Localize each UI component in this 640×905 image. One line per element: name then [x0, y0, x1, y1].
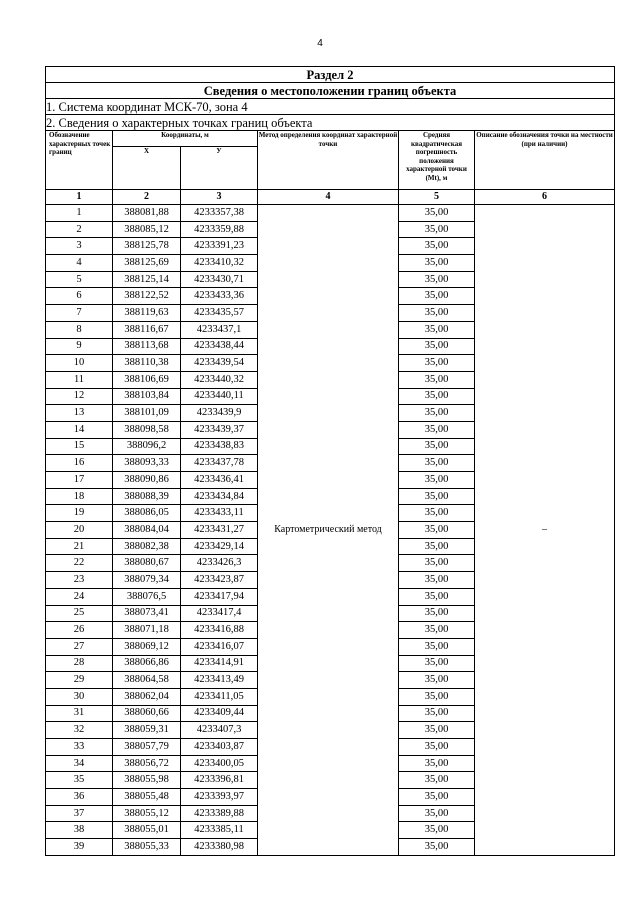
- point-number-cell: 4: [46, 255, 113, 272]
- y-coordinate-cell: 4233430,71: [181, 271, 258, 288]
- x-coordinate-cell: 388064,58: [113, 672, 181, 689]
- point-number-cell: 22: [46, 555, 113, 572]
- x-coordinate-cell: 388062,04: [113, 688, 181, 705]
- y-coordinate-cell: 4233433,11: [181, 505, 258, 522]
- point-number-cell: 38: [46, 822, 113, 839]
- point-number-cell: 6: [46, 288, 113, 305]
- y-coordinate-cell: 4233437,1: [181, 321, 258, 338]
- header-x: Х: [113, 147, 181, 190]
- y-coordinate-cell: 4233431,27: [181, 522, 258, 539]
- point-number-cell: 15: [46, 438, 113, 455]
- error-cell: 35,00: [399, 488, 475, 505]
- error-cell: 35,00: [399, 371, 475, 388]
- y-coordinate-cell: 4233357,38: [181, 205, 258, 222]
- x-coordinate-cell: 388055,33: [113, 839, 181, 856]
- error-cell: 35,00: [399, 321, 475, 338]
- y-coordinate-cell: 4233436,41: [181, 472, 258, 489]
- x-coordinate-cell: 388096,2: [113, 438, 181, 455]
- point-number-cell: 23: [46, 572, 113, 589]
- error-cell: 35,00: [399, 755, 475, 772]
- error-cell: 35,00: [399, 405, 475, 422]
- x-coordinate-cell: 388066,86: [113, 655, 181, 672]
- error-cell: 35,00: [399, 655, 475, 672]
- error-cell: 35,00: [399, 572, 475, 589]
- table-row: [46, 205, 615, 222]
- y-coordinate-cell: 4233440,11: [181, 388, 258, 405]
- point-number-cell: 24: [46, 588, 113, 605]
- error-cell: 35,00: [399, 271, 475, 288]
- error-cell: 35,00: [399, 588, 475, 605]
- x-coordinate-cell: 388093,33: [113, 455, 181, 472]
- point-number-cell: 17: [46, 472, 113, 489]
- y-coordinate-cell: 4233423,87: [181, 572, 258, 589]
- point-number-cell: 20: [46, 522, 113, 539]
- y-coordinate-cell: 4233380,98: [181, 839, 258, 856]
- x-coordinate-cell: 388101,09: [113, 405, 181, 422]
- boundary-points-heading: 2. Сведения о характерных точках границ объекта: [46, 115, 615, 131]
- error-cell: 35,00: [399, 555, 475, 572]
- error-cell: 35,00: [399, 789, 475, 806]
- error-cell: 35,00: [399, 288, 475, 305]
- column-number: 6: [475, 190, 615, 205]
- x-coordinate-cell: 388071,18: [113, 622, 181, 639]
- x-coordinate-cell: 388125,69: [113, 255, 181, 272]
- error-cell: 35,00: [399, 388, 475, 405]
- point-number-cell: 18: [46, 488, 113, 505]
- error-cell: 35,00: [399, 205, 475, 222]
- x-coordinate-cell: 388122,52: [113, 288, 181, 305]
- y-coordinate-cell: 4233407,3: [181, 722, 258, 739]
- y-coordinate-cell: 4233440,32: [181, 371, 258, 388]
- error-cell: 35,00: [399, 438, 475, 455]
- x-coordinate-cell: 388125,78: [113, 238, 181, 255]
- error-cell: 35,00: [399, 305, 475, 322]
- point-number-cell: 34: [46, 755, 113, 772]
- point-number-cell: 35: [46, 772, 113, 789]
- error-cell: 35,00: [399, 638, 475, 655]
- y-coordinate-cell: 4233403,87: [181, 739, 258, 756]
- point-number-cell: 1: [46, 205, 113, 222]
- x-coordinate-cell: 388055,01: [113, 822, 181, 839]
- header-method: Метод определения координат характерной точки: [258, 131, 399, 190]
- error-cell: 35,00: [399, 421, 475, 438]
- point-number-cell: 28: [46, 655, 113, 672]
- y-coordinate-cell: 4233389,88: [181, 805, 258, 822]
- point-number-cell: 36: [46, 789, 113, 806]
- point-number-cell: 29: [46, 672, 113, 689]
- point-number-cell: 25: [46, 605, 113, 622]
- x-coordinate-cell: 388119,63: [113, 305, 181, 322]
- x-coordinate-cell: 388060,66: [113, 705, 181, 722]
- y-coordinate-cell: 4233410,32: [181, 255, 258, 272]
- x-coordinate-cell: 388055,48: [113, 789, 181, 806]
- header-point-designation: Обозначение характерных точек границ: [46, 131, 113, 190]
- y-coordinate-cell: 4233359,88: [181, 221, 258, 238]
- y-coordinate-cell: 4233409,44: [181, 705, 258, 722]
- error-cell: 35,00: [399, 688, 475, 705]
- x-coordinate-cell: 388116,67: [113, 321, 181, 338]
- point-number-cell: 32: [46, 722, 113, 739]
- error-cell: 35,00: [399, 772, 475, 789]
- page-number: 4: [317, 38, 323, 49]
- x-coordinate-cell: 388084,04: [113, 522, 181, 539]
- y-coordinate-cell: 4233385,11: [181, 822, 258, 839]
- x-coordinate-cell: 388103,84: [113, 388, 181, 405]
- y-coordinate-cell: 4233437,78: [181, 455, 258, 472]
- error-cell: 35,00: [399, 705, 475, 722]
- x-coordinate-cell: 388069,12: [113, 638, 181, 655]
- y-coordinate-cell: 4233414,91: [181, 655, 258, 672]
- error-cell: 35,00: [399, 839, 475, 856]
- x-coordinate-cell: 388086,05: [113, 505, 181, 522]
- column-number: 2: [113, 190, 181, 205]
- x-coordinate-cell: 388056,72: [113, 755, 181, 772]
- y-coordinate-cell: 4233416,07: [181, 638, 258, 655]
- header-description: Описание обозначения точки на местности (при наличии): [475, 131, 615, 190]
- column-number: 4: [258, 190, 399, 205]
- point-number-cell: 39: [46, 839, 113, 856]
- x-coordinate-cell: 388076,5: [113, 588, 181, 605]
- point-number-cell: 11: [46, 371, 113, 388]
- error-cell: 35,00: [399, 739, 475, 756]
- x-coordinate-cell: 388085,12: [113, 221, 181, 238]
- point-number-cell: 37: [46, 805, 113, 822]
- column-number: 3: [181, 190, 258, 205]
- point-number-cell: 10: [46, 355, 113, 372]
- y-coordinate-cell: 4233396,81: [181, 772, 258, 789]
- error-cell: 35,00: [399, 722, 475, 739]
- point-number-cell: 21: [46, 538, 113, 555]
- point-number-cell: 7: [46, 305, 113, 322]
- x-coordinate-cell: 388110,38: [113, 355, 181, 372]
- header-coordinates: Координаты, м: [113, 131, 258, 147]
- error-cell: 35,00: [399, 255, 475, 272]
- y-coordinate-cell: 4233416,88: [181, 622, 258, 639]
- x-coordinate-cell: 388073,41: [113, 605, 181, 622]
- point-number-cell: 19: [46, 505, 113, 522]
- x-coordinate-cell: 388113,68: [113, 338, 181, 355]
- y-coordinate-cell: 4233433,36: [181, 288, 258, 305]
- point-number-cell: 5: [46, 271, 113, 288]
- x-coordinate-cell: 388055,12: [113, 805, 181, 822]
- x-coordinate-cell: 388082,38: [113, 538, 181, 555]
- header-y: У: [181, 147, 258, 190]
- error-cell: 35,00: [399, 822, 475, 839]
- point-number-cell: 26: [46, 622, 113, 639]
- y-coordinate-cell: 4233438,44: [181, 338, 258, 355]
- error-cell: 35,00: [399, 805, 475, 822]
- y-coordinate-cell: 4233439,37: [181, 421, 258, 438]
- y-coordinate-cell: 4233417,94: [181, 588, 258, 605]
- error-cell: 35,00: [399, 338, 475, 355]
- y-coordinate-cell: 4233413,49: [181, 672, 258, 689]
- error-cell: 35,00: [399, 472, 475, 489]
- point-number-cell: 13: [46, 405, 113, 422]
- x-coordinate-cell: 388090,86: [113, 472, 181, 489]
- section-title: Раздел 2: [46, 67, 615, 83]
- y-coordinate-cell: 4233417,4: [181, 605, 258, 622]
- y-coordinate-cell: 4233426,3: [181, 555, 258, 572]
- y-coordinate-cell: 4233429,14: [181, 538, 258, 555]
- x-coordinate-cell: 388079,34: [113, 572, 181, 589]
- column-number: 5: [399, 190, 475, 205]
- header-mean-square-error: Средняя квадратическая погрешность положения характерной точки (Mt), м: [399, 131, 475, 190]
- error-cell: 35,00: [399, 538, 475, 555]
- error-cell: 35,00: [399, 238, 475, 255]
- error-cell: 35,00: [399, 622, 475, 639]
- point-number-cell: 30: [46, 688, 113, 705]
- coordinates-table: [45, 66, 615, 856]
- x-coordinate-cell: 388080,67: [113, 555, 181, 572]
- point-number-cell: 8: [46, 321, 113, 338]
- point-number-cell: 27: [46, 638, 113, 655]
- point-number-cell: 2: [46, 221, 113, 238]
- column-number: 1: [46, 190, 113, 205]
- x-coordinate-cell: 388057,79: [113, 739, 181, 756]
- x-coordinate-cell: 388081,88: [113, 205, 181, 222]
- error-cell: 35,00: [399, 221, 475, 238]
- point-number-cell: 12: [46, 388, 113, 405]
- x-coordinate-cell: 388098,58: [113, 421, 181, 438]
- y-coordinate-cell: 4233411,05: [181, 688, 258, 705]
- y-coordinate-cell: 4233438,83: [181, 438, 258, 455]
- method-cell: Картометрический метод: [258, 205, 399, 856]
- error-cell: 35,00: [399, 505, 475, 522]
- section-subtitle: Сведения о местоположении границ объекта: [46, 83, 615, 99]
- point-number-cell: 33: [46, 739, 113, 756]
- point-number-cell: 14: [46, 421, 113, 438]
- y-coordinate-cell: 4233400,05: [181, 755, 258, 772]
- x-coordinate-cell: 388106,69: [113, 371, 181, 388]
- point-number-cell: 31: [46, 705, 113, 722]
- y-coordinate-cell: 4233435,57: [181, 305, 258, 322]
- error-cell: 35,00: [399, 605, 475, 622]
- point-number-cell: 9: [46, 338, 113, 355]
- coordinate-system: 1. Система координат МСК-70, зона 4: [46, 99, 615, 115]
- y-coordinate-cell: 4233391,23: [181, 238, 258, 255]
- error-cell: 35,00: [399, 522, 475, 539]
- description-cell: –: [475, 205, 615, 856]
- y-coordinate-cell: 4233434,84: [181, 488, 258, 505]
- error-cell: 35,00: [399, 455, 475, 472]
- error-cell: 35,00: [399, 672, 475, 689]
- x-coordinate-cell: 388125,14: [113, 271, 181, 288]
- x-coordinate-cell: 388088,39: [113, 488, 181, 505]
- point-number-cell: 16: [46, 455, 113, 472]
- error-cell: 35,00: [399, 355, 475, 372]
- point-number-cell: 3: [46, 238, 113, 255]
- x-coordinate-cell: 388055,98: [113, 772, 181, 789]
- x-coordinate-cell: 388059,31: [113, 722, 181, 739]
- y-coordinate-cell: 4233393,97: [181, 789, 258, 806]
- y-coordinate-cell: 4233439,9: [181, 405, 258, 422]
- y-coordinate-cell: 4233439,54: [181, 355, 258, 372]
